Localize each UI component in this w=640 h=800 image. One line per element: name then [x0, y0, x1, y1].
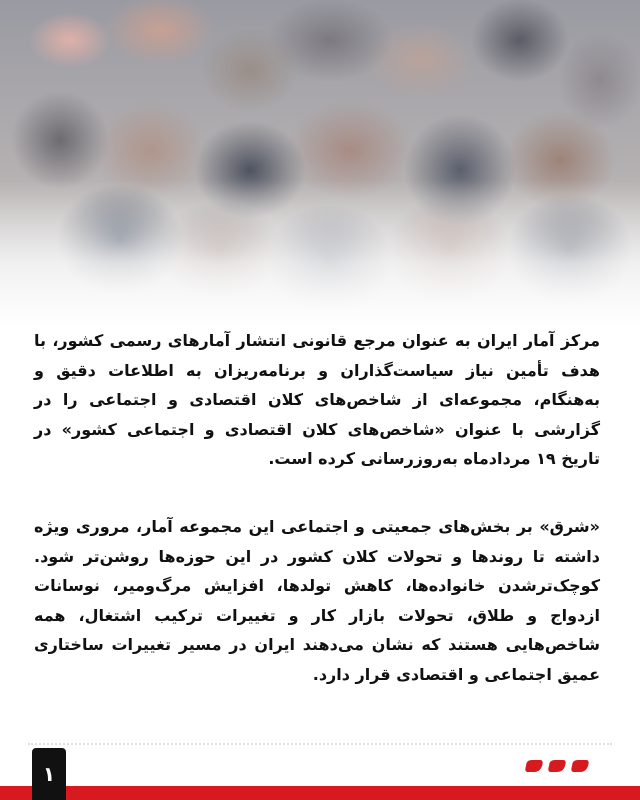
brand-dot: [525, 760, 542, 772]
brand-dot: [571, 760, 588, 772]
hero-crowd-photo: [0, 0, 640, 330]
brand-dot: [548, 760, 565, 772]
article-paragraph-2: «شرق» بر بخش‌های جمعیتی و اجتماعی این مجموعه آمار، مروری ویژه داشته تا روندها و تحولات کلان کشور در این حوزه‌ها روشن‌تر شود. کوچک‌ترشدن خانواده‌ها، کاهش تولدها، افزایش مرگ‌ومیر، نوسانات ازدواج و طلاق، تحولات بازار کار و تغییرات ترکیب اشتغال، همه شاخص‌هایی هستند که نشان می‌دهند ایران در مسیر تغییرات ساختاری عمیق اجتماعی و اقتصادی قرار دارد.: [34, 517, 600, 684]
footer-accent-bar: [0, 786, 640, 800]
page-number-tab: [32, 748, 66, 800]
article-paragraph-1: مرکز آمار ایران به عنوان مرجع قانونی انتشار آمارهای رسمی کشور، با هدف تأمین نیاز سیاست‌گذاران و برنامه‌ریزان به اطلاعات دقیق و به‌هنگام، مجموعه‌ای از شاخص‌های کلان اقتصادی و اجتماعی را در گزارشی با عنوان «شاخص‌های کلان اقتصادی و اجتماعی کشور» در تاریخ ۱۹ مردادماه به‌روزرسانی کرده است.: [34, 331, 600, 468]
page-number: ۱: [42, 762, 56, 786]
brand-dots-icon: [524, 758, 594, 774]
footer-divider: [28, 743, 612, 745]
